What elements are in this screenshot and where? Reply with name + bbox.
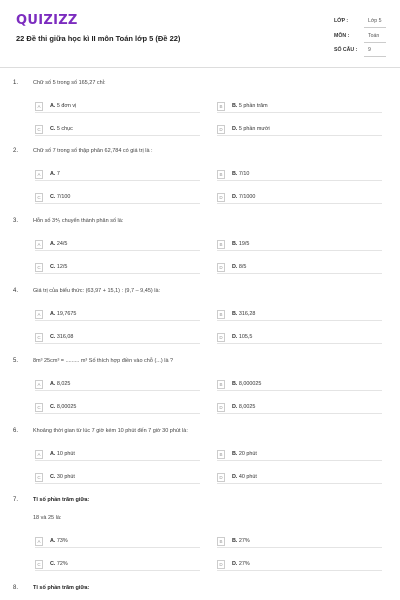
answer-option-c[interactable] bbox=[35, 333, 200, 344]
option-letter-box: C bbox=[35, 193, 43, 202]
option-text bbox=[232, 264, 246, 270]
page-header bbox=[0, 0, 400, 68]
option-label: A. bbox=[50, 241, 56, 247]
answer-option-c[interactable] bbox=[35, 193, 200, 204]
question-text: Khoảng thời gian từ lúc 7 giờ kém 10 phút đến 7 giờ 30 phút là: bbox=[33, 428, 188, 434]
option-value: 7/10 bbox=[238, 171, 250, 177]
question-text: Tỉ số phần trăm giữa: bbox=[33, 585, 90, 591]
question-number: 5. bbox=[13, 358, 19, 364]
answer-option-b[interactable] bbox=[217, 310, 382, 321]
answer-option-d[interactable] bbox=[217, 263, 382, 274]
option-value: 8,025 bbox=[56, 381, 71, 387]
option-text bbox=[232, 241, 249, 247]
option-letter-box: C bbox=[35, 263, 43, 272]
meta-class bbox=[330, 14, 388, 28]
option-text bbox=[232, 334, 252, 340]
option-letter-box: C bbox=[35, 333, 43, 342]
option-label: B. bbox=[232, 538, 238, 544]
option-text bbox=[50, 311, 76, 317]
option-value: 30 phút bbox=[56, 474, 75, 480]
option-text bbox=[232, 561, 250, 567]
option-letter-box: A bbox=[35, 102, 43, 111]
option-value: 72% bbox=[56, 561, 68, 567]
option-label: B. bbox=[232, 311, 238, 317]
option-value: 8,000025 bbox=[238, 381, 262, 387]
option-value: 5 chục bbox=[56, 126, 73, 132]
option-letter-box: B bbox=[217, 537, 225, 546]
quizizz-logo: QUIZIZZ bbox=[16, 13, 78, 28]
question-number: 6. bbox=[13, 428, 19, 434]
option-label: A. bbox=[50, 381, 56, 387]
option-label: A. bbox=[50, 538, 56, 544]
answer-option-d[interactable] bbox=[217, 125, 382, 136]
option-label: A. bbox=[50, 103, 56, 109]
question-text: Tỉ số phần trăm giữa: bbox=[33, 497, 90, 503]
option-letter-box: C bbox=[35, 560, 43, 569]
meta-subject-value: Toán bbox=[368, 33, 380, 39]
option-text bbox=[232, 171, 249, 177]
option-text bbox=[50, 474, 75, 480]
option-label: C. bbox=[50, 334, 56, 340]
option-text bbox=[232, 311, 255, 317]
question-text: Hỗn số 3⅘ chuyển thành phân số là: bbox=[33, 218, 124, 224]
option-letter-box: B bbox=[217, 380, 225, 389]
meta-divider bbox=[364, 27, 386, 28]
question-number: 7. bbox=[13, 497, 19, 503]
option-text bbox=[50, 194, 70, 200]
question-text: Chữ số 5 trong số 165,27 chỉ: bbox=[33, 80, 106, 86]
option-letter-box: C bbox=[35, 125, 43, 134]
option-value: 19,7675 bbox=[56, 311, 77, 317]
answer-option-d[interactable] bbox=[217, 193, 382, 204]
option-value: 5 đơn vị bbox=[56, 103, 77, 109]
option-value: 5 phần trăm bbox=[238, 103, 268, 109]
option-letter-box: A bbox=[35, 170, 43, 179]
option-letter-box: B bbox=[217, 170, 225, 179]
option-text bbox=[50, 451, 75, 457]
option-value: 7/1000 bbox=[238, 194, 256, 200]
option-label: D. bbox=[232, 474, 238, 480]
meta-divider bbox=[364, 56, 386, 57]
option-label: B. bbox=[232, 241, 238, 247]
option-label: B. bbox=[232, 451, 238, 457]
option-value: 8,0025 bbox=[238, 404, 256, 410]
option-label: D. bbox=[232, 126, 238, 132]
answer-option-b[interactable] bbox=[217, 537, 382, 548]
option-letter-box: A bbox=[35, 380, 43, 389]
option-label: D. bbox=[232, 561, 238, 567]
option-letter-box: B bbox=[217, 450, 225, 459]
answer-option-c[interactable] bbox=[35, 560, 200, 571]
answer-option-b[interactable] bbox=[217, 102, 382, 113]
option-label: B. bbox=[232, 171, 238, 177]
question-text: 8m³ 25cm³ = ......... m³ Số thích hợp điền vào chỗ (...) là ? bbox=[33, 358, 174, 364]
option-value: 27% bbox=[238, 561, 250, 567]
answer-option-d[interactable] bbox=[217, 560, 382, 571]
option-letter-box: D bbox=[217, 333, 225, 342]
answer-option-a[interactable] bbox=[35, 380, 200, 391]
option-letter-box: A bbox=[35, 240, 43, 249]
option-label: D. bbox=[232, 264, 238, 270]
answer-option-d[interactable] bbox=[217, 333, 382, 344]
answer-option-a[interactable] bbox=[35, 310, 200, 321]
answer-option-a[interactable] bbox=[35, 170, 200, 181]
option-label: C. bbox=[50, 194, 56, 200]
question-number: 1. bbox=[13, 80, 19, 86]
option-letter-box: D bbox=[217, 473, 225, 482]
question-number: 8. bbox=[13, 585, 19, 591]
option-letter-box: C bbox=[35, 403, 43, 412]
option-text bbox=[232, 404, 255, 410]
option-letter-box: B bbox=[217, 240, 225, 249]
option-text bbox=[232, 538, 250, 544]
answer-option-b[interactable] bbox=[217, 450, 382, 461]
option-label: B. bbox=[232, 381, 238, 387]
option-text bbox=[50, 241, 67, 247]
answer-option-a[interactable] bbox=[35, 102, 200, 113]
option-letter-box: A bbox=[35, 450, 43, 459]
option-text bbox=[50, 103, 76, 109]
option-letter-box: A bbox=[35, 310, 43, 319]
option-value: 5 phần mười bbox=[238, 126, 270, 132]
answer-option-c[interactable] bbox=[35, 473, 200, 484]
option-text bbox=[232, 451, 257, 457]
answer-option-c[interactable] bbox=[35, 125, 200, 136]
question-subtext: 18 và 25 là: bbox=[33, 515, 62, 521]
meta-subject-label: MÔN : bbox=[334, 33, 350, 39]
answer-option-b[interactable] bbox=[217, 170, 382, 181]
meta-count bbox=[330, 43, 388, 57]
answer-option-c[interactable] bbox=[35, 263, 200, 274]
option-value: 7/100 bbox=[56, 194, 71, 200]
option-letter-box: D bbox=[217, 403, 225, 412]
option-value: 8/5 bbox=[238, 264, 247, 270]
meta-class-label: LỚP : bbox=[334, 18, 349, 24]
option-text bbox=[50, 538, 68, 544]
option-value: 12/5 bbox=[56, 264, 68, 270]
worksheet-title: 22 Đề thi giữa học kì II môn Toán lớp 5 (Đề 22) bbox=[16, 34, 181, 43]
answer-option-c[interactable] bbox=[35, 403, 200, 414]
option-label: C. bbox=[50, 404, 56, 410]
option-letter-box: D bbox=[217, 125, 225, 134]
question-number: 4. bbox=[13, 288, 19, 294]
option-text bbox=[232, 381, 261, 387]
option-letter-box: D bbox=[217, 193, 225, 202]
option-text bbox=[232, 474, 257, 480]
meta-class-value: Lớp 5 bbox=[368, 18, 382, 24]
option-letter-box: A bbox=[35, 537, 43, 546]
option-text bbox=[232, 194, 255, 200]
answer-option-a[interactable] bbox=[35, 537, 200, 548]
question-number: 2. bbox=[13, 148, 19, 154]
question-text: Giá trị của biểu thức: (63,97 + 15,1) : (9,7 – 9,45) là: bbox=[33, 288, 161, 294]
question-text: Chữ số 7 trong số thập phân 62,784 có giá trị là : bbox=[33, 148, 153, 154]
option-label: B. bbox=[232, 103, 238, 109]
option-value: 8,00025 bbox=[56, 404, 77, 410]
option-value: 19/5 bbox=[238, 241, 250, 247]
meta-count-label: SỐ CÂU : bbox=[334, 47, 358, 53]
option-label: D. bbox=[232, 404, 238, 410]
option-value: 40 phút bbox=[238, 474, 257, 480]
answer-option-b[interactable] bbox=[217, 380, 382, 391]
option-text bbox=[232, 126, 270, 132]
answer-option-a[interactable] bbox=[35, 240, 200, 251]
option-value: 27% bbox=[238, 538, 250, 544]
option-text bbox=[50, 404, 76, 410]
option-letter-box: B bbox=[217, 102, 225, 111]
option-text bbox=[50, 171, 60, 177]
option-letter-box: C bbox=[35, 473, 43, 482]
option-value: 10 phút bbox=[56, 451, 75, 457]
option-value: 316,08 bbox=[56, 334, 74, 340]
option-text bbox=[50, 561, 68, 567]
option-letter-box: D bbox=[217, 263, 225, 272]
option-text bbox=[50, 381, 70, 387]
answer-option-b[interactable] bbox=[217, 240, 382, 251]
option-value: 316,28 bbox=[238, 311, 256, 317]
option-text bbox=[50, 126, 73, 132]
option-label: C. bbox=[50, 126, 56, 132]
option-text bbox=[232, 103, 268, 109]
option-label: D. bbox=[232, 334, 238, 340]
option-text bbox=[50, 334, 73, 340]
option-value: 105,5 bbox=[238, 334, 253, 340]
option-value: 7 bbox=[56, 171, 60, 177]
option-letter-box: B bbox=[217, 310, 225, 319]
answer-option-d[interactable] bbox=[217, 403, 382, 414]
answer-option-d[interactable] bbox=[217, 473, 382, 484]
option-label: D. bbox=[232, 194, 238, 200]
option-letter-box: D bbox=[217, 560, 225, 569]
option-label: C. bbox=[50, 474, 56, 480]
option-label: C. bbox=[50, 561, 56, 567]
meta-subject bbox=[330, 29, 388, 43]
option-text bbox=[50, 264, 67, 270]
option-label: A. bbox=[50, 311, 56, 317]
option-value: 73% bbox=[56, 538, 68, 544]
option-value: 24/5 bbox=[56, 241, 68, 247]
option-label: C. bbox=[50, 264, 56, 270]
option-label: A. bbox=[50, 451, 56, 457]
option-label: A. bbox=[50, 171, 56, 177]
option-value: 20 phút bbox=[238, 451, 257, 457]
answer-option-a[interactable] bbox=[35, 450, 200, 461]
question-number: 3. bbox=[13, 218, 19, 224]
meta-count-value: 9 bbox=[368, 47, 371, 53]
